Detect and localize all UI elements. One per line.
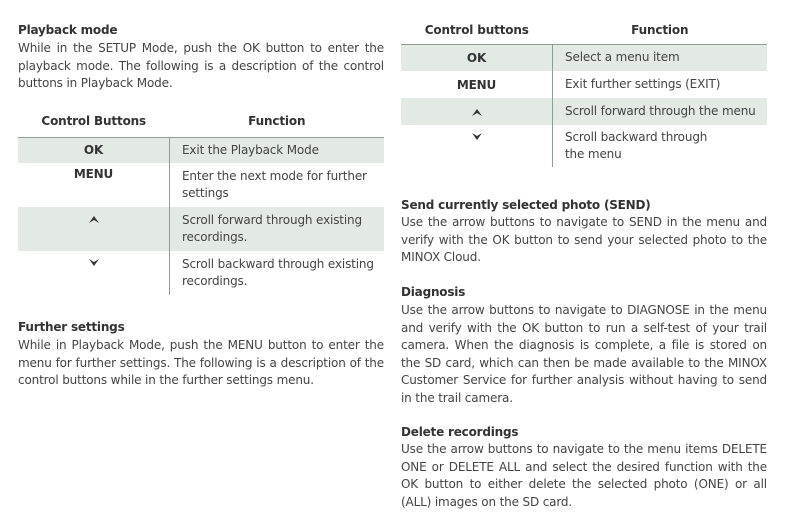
table-row (401, 125, 767, 167)
function-text: Scroll backward through existing recordings. (182, 257, 374, 288)
send-heading: Send currently selected photo (SEND) (401, 198, 651, 212)
delete-recordings-heading: Delete recordings (401, 425, 519, 439)
function-text: Exit further settings (EXIT) (565, 77, 721, 91)
col-header-function: Function (631, 23, 689, 38)
playback-mode-heading: Playback mode (18, 23, 118, 37)
arrow-up-icon (471, 107, 483, 117)
table-row (401, 44, 767, 71)
diagnosis-heading: Diagnosis (401, 285, 466, 299)
function-text: Exit the Playback Mode (170, 137, 385, 163)
table-header-row (18, 106, 384, 137)
diagnosis-paragraph: Use the arrow buttons to navigate to DIAGNOSE in the menu and verify with the OK button to run a self-test of your trail camera. When the diagnosis is complete, a file is stored on the SD card, which can then be made available to the MINOX Customer Service for further analysis without having to send in the trail camera. (401, 303, 767, 405)
table-row (18, 163, 384, 207)
arrow-up-icon (88, 214, 100, 224)
menu-controls-table (401, 17, 767, 167)
table-row (401, 98, 767, 125)
function-text: Scroll forward through existing recordings. (170, 207, 385, 251)
table-row (18, 137, 384, 163)
control-button-label: OK (18, 137, 170, 163)
further-settings-heading: Further settings (18, 320, 125, 334)
send-paragraph: Use the arrow buttons to navigate to SEND in the menu and verify with the OK button to send your selected photo to the MINOX Cloud. (401, 215, 767, 264)
function-text: Scroll forward through the menu (553, 98, 768, 125)
function-text: Scroll backward through the menu (565, 130, 708, 161)
col-header-control: Control Buttons (41, 114, 147, 129)
function-text: Select a menu item (553, 44, 768, 71)
col-header-control: Control buttons (424, 23, 529, 38)
playback-mode-paragraph: While in the SETUP Mode, push the OK button to enter the playback mode. The following is a description of the control buttons in Playback Mode. (18, 41, 384, 90)
col-header-function: Function (248, 114, 306, 129)
playback-controls-table (18, 106, 384, 295)
control-button-label: MENU (401, 71, 553, 98)
function-text: Enter the next mode for further settings (182, 169, 367, 200)
table-row (18, 251, 384, 295)
delete-recordings-paragraph: Use the arrow buttons to navigate to the menu items DELETE ONE or DELETE ALL and select the desired function with the OK button to either delete the selected photo (ONE) or all (ALL) images on the SD card. (401, 442, 767, 509)
control-button-label: MENU (18, 163, 170, 207)
control-button-label: OK (401, 44, 553, 71)
further-settings-paragraph: While in Playback Mode, push the MENU button to enter the menu for further settings. The following is a description of the control buttons while in the further settings menu. (18, 338, 384, 387)
table-header-row (401, 17, 767, 44)
table-row (401, 71, 767, 98)
arrow-down-icon (471, 132, 483, 142)
table-row (18, 207, 384, 251)
arrow-down-icon (88, 258, 100, 268)
